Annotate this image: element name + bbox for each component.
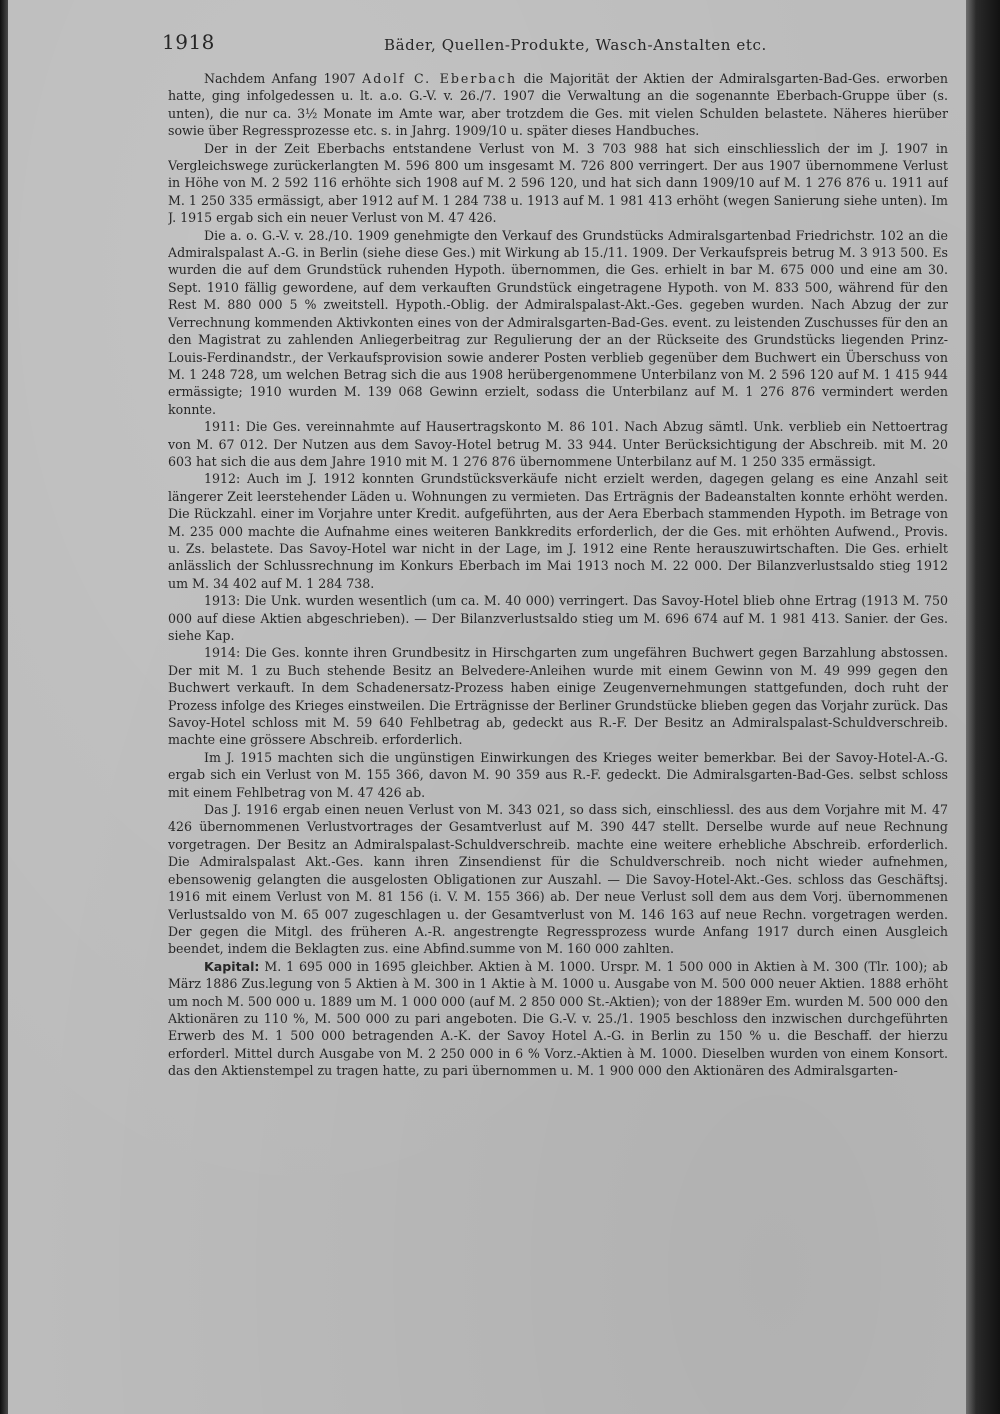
paragraph-eberbach-takeover [168,70,948,140]
running-title: Bäder, Quellen-Produkte, Wasch-Anstalten etc. [384,36,767,54]
scan-right-edge [966,0,1000,1414]
person-name: Adolf C. Eberbach [362,71,518,86]
body-text [168,70,948,1400]
running-head [162,26,962,56]
paragraph-year-1916: Das J. 1916 ergab einen neuen Verlust von M. 343 021, so dass sich, einschliessl. des aus dem Vorjahre mit M. 47 426 übernommenen Verlustvortrages der Gesamtverlust auf M. 390 447 stellt. Derselbe wurde auf neue Rechnung vorgetragen. Der Besitz an Admiralspalast-Schuldverschreib. machte eine weitere erhebliche Abschreib. erforderlich. Die Admiralspalast Akt.-Ges. kann ihren Zinsendienst für die Schuldverschreib. noch nicht wieder aufnehmen, ebensowenig gelangten die ausgelosten Obligationen zur Auszahl. — Die Savoy-Hotel-Akt.-Ges. schloss das Geschäftsj. 1916 mit einem Verlust von M. 81 156 (i. V. M. 155 366) ab. Der neue Verlust soll dem aus dem Vorj. übernommenen Verlustsaldo von M. 65 007 zugeschlagen u. der Gesamtverlust von M. 146 163 auf neue Rechn. vorgetragen werden. Der gegen die Mitgl. des früheren A.-R. angestrengte Regressprozess wurde Anfang 1917 durch einen Ausgleich beendet, indem die Beklagten zus. eine Abfind.summe von M. 160 000 zahlten. [168,802,948,957]
paragraph-text: Nachdem Anfang 1907 [204,71,363,86]
paragraph-year-1912: 1912: Auch im J. 1912 konnten Grundstücksverkäufe nicht erzielt werden, dagegen gelang es eine Anzahl seit längerer Zeit leerstehender Läden u. Wohnungen zu vermieten. Das Erträgnis der Badeanstalten konnte erhöht werden. Die Rückzahl. einer im Vorjahre unter Kredit. aufgeführten, aus der Aera Eberbach stammenden Hypoth. im Betrage von M. 235 000 machte die Aufnahme eines weiteren Bankkredits erforderlich, der die Ges. mit erhöhten Aufwend., Provis. u. Zs. belastete. Das Savoy-Hotel war nicht in der Lage, im J. 1912 eine Rente herauszuwirtschaften. Die Ges. erhielt anlässlich der Schlussrechnung im Konkurs Eberbach im Mai 1913 noch M. 22 000. Der Bilanzverlustsaldo stieg 1912 um M. 34 402 auf M. 1 284 738. [168,471,948,591]
paragraph-year-1914: 1914: Die Ges. konnte ihren Grundbesitz in Hirschgarten zum ungefähren Buchwert gegen Barzahlung abstossen. Der mit M. 1 zu Buch stehende Besitz an Belvedere-Anleihen wurde mit einem Gewinn von M. 49 999 gegen den Buchwert verkauft. In dem Schadenersatz-Prozess haben einige Zeugenvernehmungen stattgefunden, doch ruht der Prozess infolge des Krieges einstweilen. Die Erträgnisse der Berliner Grundstücke blieben gegen das Vorjahr zurück. Das Savoy-Hotel schloss mit M. 59 640 Fehlbetrag ab, gedeckt aus R.-F. Der Besitz an Admiralspalast-Schuldverschreib. machte eine grössere Abschreib. erforderlich. [168,645,948,748]
paragraph-property-sale: Die a. o. G.-V. v. 28./10. 1909 genehmigte den Verkauf des Grundstücks Admiralsgartenbad Friedrichstr. 102 an die Admiralspalast A.-G. in Berlin (siehe diese Ges.) mit Wirkung ab 15./11. 1909. Der Verkaufspreis betrug M. 3 913 500. Es wurden die auf dem Grundstück ruhenden Hypoth. übernommen, die Ges. erhielt in bar M. 675 000 und eine am 30. Sept. 1910 fällig gewordene, auf dem verkauften Grundstück eingetragene Hypoth. von M. 833 500, während für den Rest M. 880 000 5 % zweitstell. Hypoth.-Oblig. der Admiralspalast-Akt.-Ges. gegeben wurden. Nach Abzug der zur Verrechnung kommenden Aktivkonten eines von der Admiralsgarten-Bad-Ges. event. zu leistenden Zuschusses für den an den Magistrat zu zahlenden Anliegerbeitrag zur Regulierung der an der Rückseite des Grundstücks liegenden Prinz-Louis-Ferdinandstr., der Verkaufsprovision sowie anderer Posten verblieb gegenüber dem Buchwert ein Überschuss von M. 1 248 728, um welchen Betrag sich die aus 1908 herübergenommene Unterbilanz von M. 2 596 120 auf M. 1 415 944 ermässigte; 1910 wurden M. 139 068 Gewinn erzielt, sodass die Unterbilanz auf M. 1 276 876 vermindert werden konnte. [168,227,948,417]
scan-left-edge [0,0,8,1414]
page-number: 1918 [162,30,215,54]
kapital-text: M. 1 695 000 in 1695 gleichber. Aktien à M. 1000. Urspr. M. 1 500 000 in Aktien à M. 300 (Tlr. 100); ab März 1886 Zus.legung von 5 Aktien à M. 300 in 1 Aktie à M. 1000 u. Ausgabe von M. 500 000 neuer Aktien. 1888 erhöht um noch M. 500 000 u. 1889 um M. 1 000 000 (auf M. 2 850 000 St.-Aktien); von der 1889er Em. wurden M. 500 000 den Aktionären zu 110 %, M. 500 000 zu pari angeboten. Die G.-V. v. 25./1. 1905 beschloss den inzwischen durchgeführten Erwerb des M. 1 500 000 betragenden A.-K. der Savoy Hotel A.-G. in Berlin zu 150 % u. die Beschaff. der hierzu erforderl. Mittel durch Ausgabe von M. 2 250 000 in 6 % Vorz.-Aktien à M. 1000. Dieselben wurden von einem Konsort. das den Aktienstempel zu tragen hatte, zu pari übernommen u. M. 1 900 000 den Aktionären des Admiralsgarten- [168,958,948,1079]
paragraph-loss-history: Der in der Zeit Eberbachs entstandene Verlust von M. 3 703 988 hat sich einschliesslich der im J. 1907 in Vergleichswege zurückerlangten M. 596 800 um insgesamt M. 726 800 verringert. Der aus 1907 übernommene Verlust in Höhe von M. 2 592 116 erhöhte sich 1908 auf M. 2 596 120, und hat sich dann 1909/10 auf M. 1 276 876 u. 1911 auf M. 1 250 335 ermässigt, aber 1912 auf M. 1 284 738 u. 1913 auf M. 1 981 413 erhöht (wegen Sanierung siehe unten). Im J. 1915 ergab sich ein neuer Verlust von M. 47 426. [168,140,948,226]
kapital-label: Kapital: [204,958,260,974]
paragraph-year-1911: 1911: Die Ges. vereinnahmte auf Hausertragskonto M. 86 101. Nach Abzug sämtl. Unk. verblieb ein Nettoertrag von M. 67 012. Der Nutzen aus dem Savoy-Hotel betrug M. 33 944. Unter Berücksichtigung der Abschreib. mit M. 20 603 hat sich die aus dem Jahre 1910 mit M. 1 276 876 übernommene Unterbilanz auf M. 1 250 335 ermässigt. [168,419,948,469]
paragraph-year-1913: 1913: Die Unk. wurden wesentlich (um ca. M. 40 000) verringert. Das Savoy-Hotel blieb ohne Ertrag (1913 M. 750 000 auf diese Aktien abgeschrieben). — Der Bilanzverlustsaldo stieg um M. 696 674 auf M. 1 981 413. Sanier. der Ges. siehe Kap. [168,593,948,643]
paragraph-year-1915: Im J. 1915 machten sich die ungünstigen Einwirkungen des Krieges weiter bemerkbar. Bei der Savoy-Hotel-A.-G. ergab sich ein Verlust von M. 155 366, davon M. 90 359 aus R.-F. gedeckt. Die Admiralsgarten-Bad-Ges. selbst schloss mit einem Fehlbetrag von M. 47 426 ab. [168,749,948,800]
paragraph-kapital [168,958,948,1080]
paragraph-text: die Majorität der Aktien der Admiralsgarten-Bad-Ges. erworben hatte, ging infolgedessen u. lt. a.o. G.-V. v. 26./7. 1907 die Verwaltung an die sogenannte Eberbach-Gruppe über (s. unten), die nur ca. 3½ Monate im Amte war, aber trotzdem die Ges. mit vielen Schulden belastete. Näheres hierüber sowie über Regressprozesse etc. s. in Jahrg. 1909/10 u. später dieses Handbuches. [168,71,948,139]
